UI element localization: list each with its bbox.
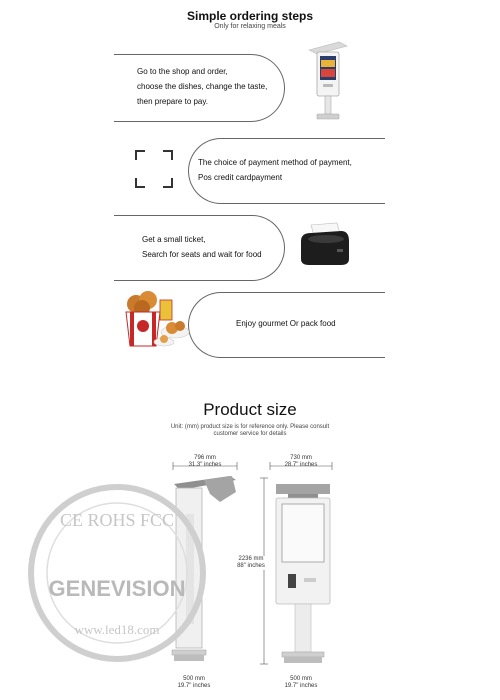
step-order-line-1: Go to the shop and order, — [137, 67, 228, 76]
side-width-mm: 796 mm — [194, 455, 216, 461]
step-enjoy-text — [236, 316, 336, 331]
section-subtitle: Only for relaxing meals — [214, 23, 286, 30]
side-width-label — [183, 455, 227, 469]
step-enjoy-line-1: Enjoy gourmet Or pack food — [236, 319, 336, 328]
step-ticket-line-1: Get a small ticket, — [142, 235, 206, 244]
watermark-url: www.led18.com — [74, 622, 160, 637]
product-size-note — [0, 424, 500, 438]
watermark-brand: GENEVISION — [48, 576, 186, 601]
watermark-ring-text: CE ROHS FCC — [59, 510, 175, 530]
side-base-label — [172, 676, 216, 690]
fried-chicken-bucket-icon — [120, 290, 194, 352]
note-line-2: customer service for details — [213, 431, 287, 437]
front-base-label — [279, 676, 323, 690]
kiosk-front-view — [268, 474, 338, 674]
side-width-in: 31.3" inches — [188, 462, 222, 468]
note-line-1: Unit: (mm) product size is for reference only. Please consult — [170, 424, 330, 430]
front-width-label — [279, 455, 323, 469]
step-ticket-line-2: Search for seats and wait for food — [142, 250, 262, 259]
height-in: 88" inches — [237, 563, 265, 569]
step-order-line-2: choose the dishes, change the taste, — [137, 82, 268, 91]
step-payment-text — [198, 155, 352, 185]
height-mm: 2236 mm — [238, 556, 264, 562]
watermark-seal — [22, 478, 212, 668]
step-order-text — [137, 64, 267, 109]
side-base-in: 19.7" inches — [177, 683, 211, 689]
front-width-in: 28.7" inches — [284, 462, 318, 468]
step-ticket-text — [142, 232, 262, 262]
front-width-mm: 730 mm — [290, 455, 312, 461]
front-base-in: 19.7" inches — [284, 683, 318, 689]
step-order-line-3: then prepare to pay. — [137, 97, 209, 106]
kiosk-icon — [303, 38, 353, 124]
side-base-mm: 500 mm — [183, 676, 205, 682]
step-payment-line-1: The choice of payment method of payment, — [198, 158, 352, 167]
front-base-mm: 500 mm — [290, 676, 312, 682]
scan-frame-icon — [135, 150, 173, 188]
product-size-title: Product size — [203, 400, 297, 419]
section-title: Simple ordering steps — [186, 9, 314, 23]
step-payment-line-2: Pos credit cardpayment — [198, 173, 283, 182]
receipt-printer-icon — [297, 219, 353, 269]
